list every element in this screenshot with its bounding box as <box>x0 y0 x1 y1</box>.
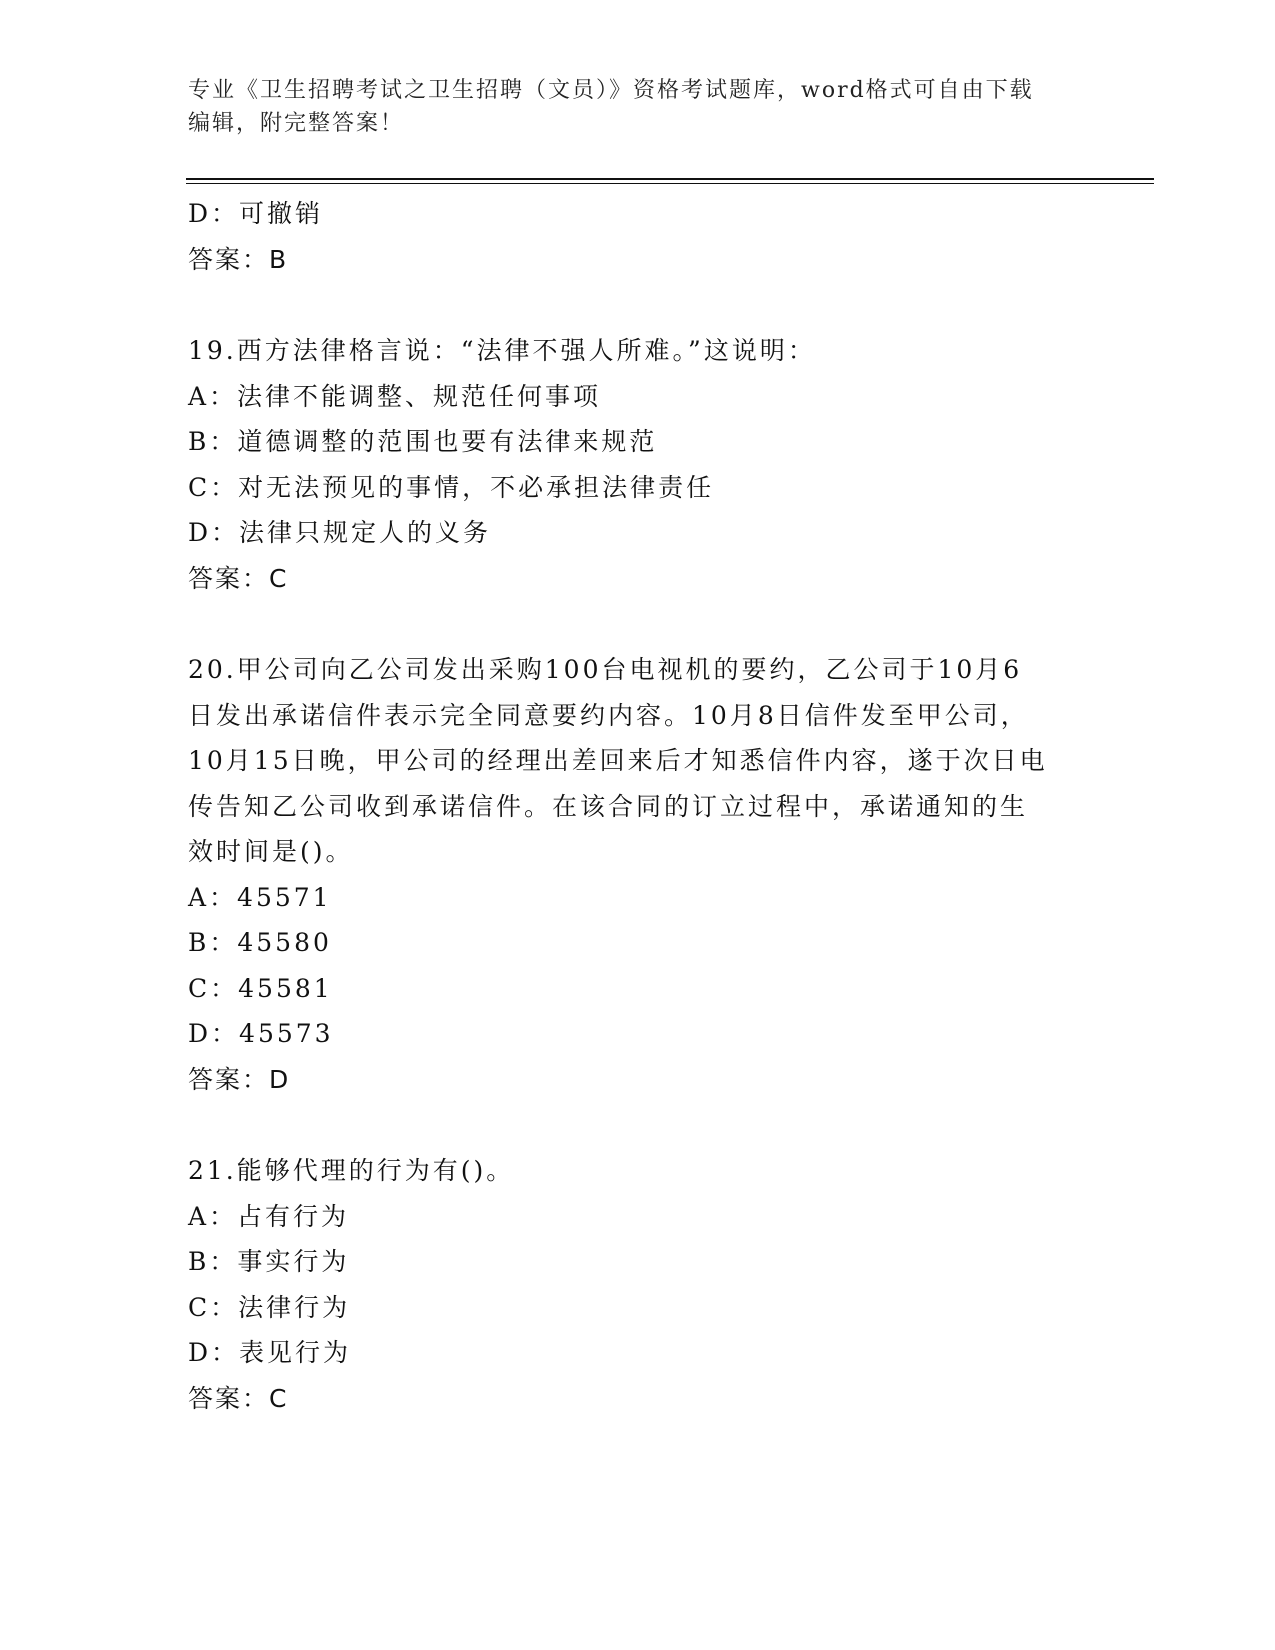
option-b: B：道德调整的范围也要有法律来规范 <box>188 427 658 456</box>
question-stem-line: 20.甲公司向乙公司发出采购100台电视机的要约，乙公司于10月6 <box>188 655 1023 684</box>
answer-line: 答案：D <box>188 1064 291 1094</box>
previous-question-tail <box>188 191 1088 282</box>
question-stem-line: 日发出承诺信件表示完全同意要约内容。10月8日信件发至甲公司， <box>188 700 1029 730</box>
option-b: B：事实行为 <box>188 1247 350 1276</box>
option-d: D：法律只规定人的义务 <box>188 518 492 547</box>
question-stem: 21.能够代理的行为有()。 <box>188 1156 515 1185</box>
question-stem: 19.西方法律格言说：“法律不强人所难。”这说明： <box>188 336 816 365</box>
header-divider-thick <box>186 178 1154 180</box>
question-20 <box>188 647 1088 1102</box>
question-21 <box>188 1148 1088 1421</box>
option-b: B：45580 <box>188 928 332 957</box>
spacer <box>188 601 1088 647</box>
header-divider-thin <box>186 183 1154 184</box>
answer-line: 答案：C <box>188 563 289 593</box>
question-stem-line: 效时间是()。 <box>188 837 354 866</box>
question-stem-line: 10月15日晚，甲公司的经理出差回来后才知悉信件内容，遂于次日电 <box>188 746 1048 775</box>
option-a: A：法律不能调整、规范任何事项 <box>188 381 602 411</box>
option-a: A：占有行为 <box>188 1201 350 1231</box>
option-c: C：45581 <box>188 973 333 1003</box>
option-c: C：法律行为 <box>188 1292 351 1322</box>
question-19 <box>188 328 1088 601</box>
document-header <box>188 74 1088 140</box>
question-stem-line: 传告知乙公司收到承诺信件。在该合同的订立过程中，承诺通知的生 <box>188 791 1029 821</box>
answer-line: 答案：C <box>188 1383 289 1413</box>
option-d: D：表见行为 <box>188 1338 352 1367</box>
option-c: C：对无法预见的事情，不必承担法律责任 <box>188 472 715 502</box>
spacer <box>188 1102 1088 1148</box>
question-list <box>188 191 1088 1421</box>
spacer <box>188 282 1088 328</box>
option-d: D：可撤销 <box>188 199 324 228</box>
header-line-1: 专业《卫生招聘考试之卫生招聘（文员）》资格考试题库，word格式可自由下载 <box>188 78 1034 103</box>
option-a: A：45571 <box>188 882 332 912</box>
option-d: D：45573 <box>188 1019 334 1048</box>
answer-line: 答案：B <box>188 244 289 274</box>
header-line-2: 编辑，附完整答案！ <box>188 111 405 136</box>
